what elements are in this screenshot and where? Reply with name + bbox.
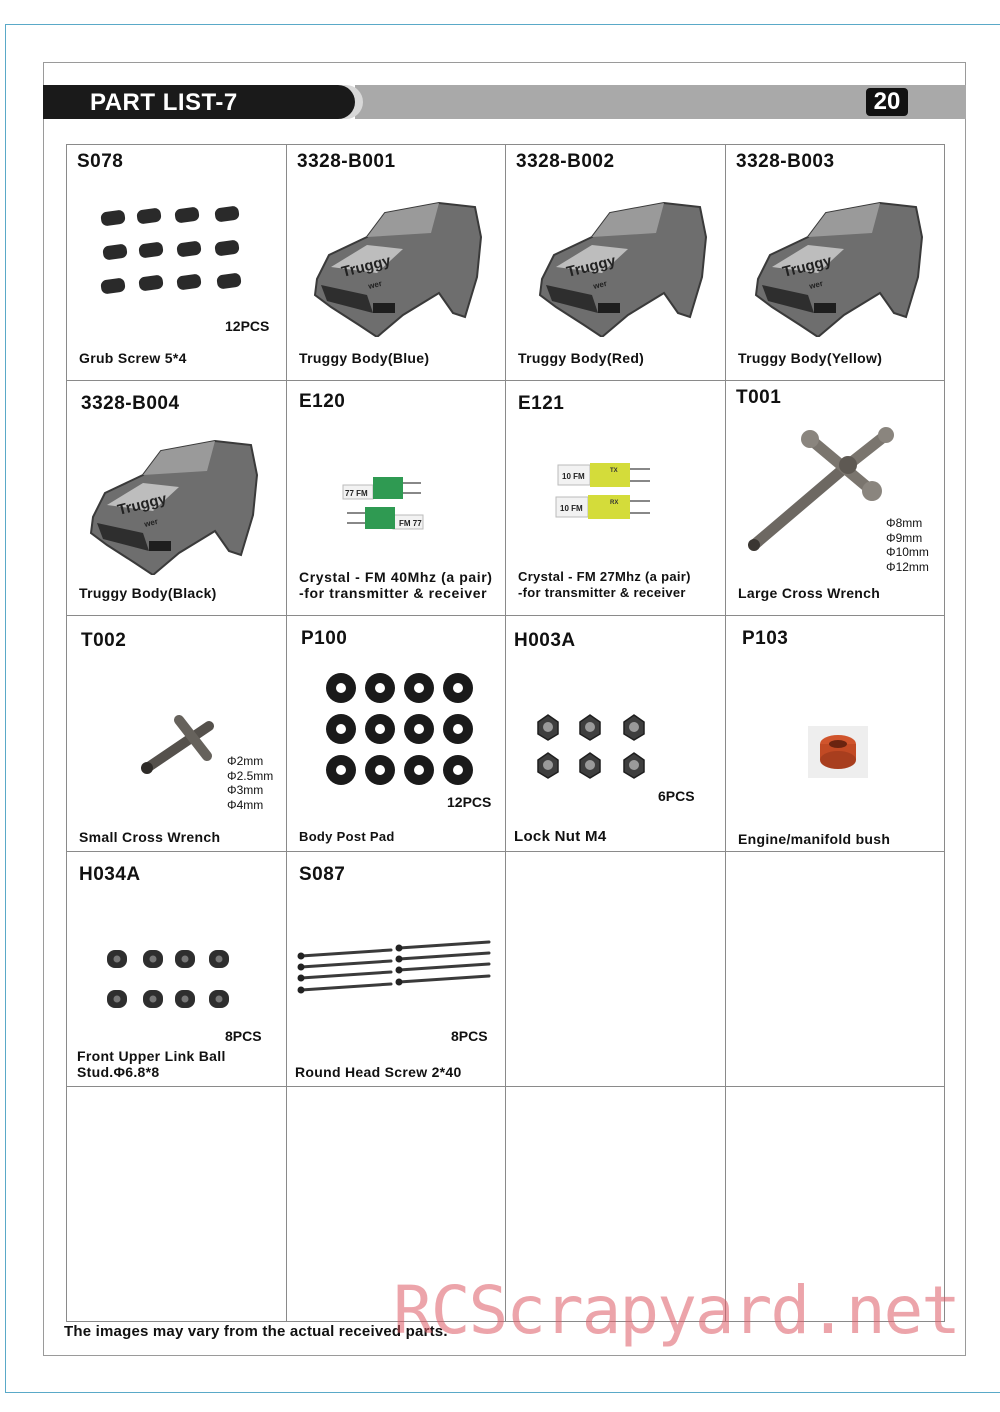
part-code: 3328-B004 bbox=[81, 393, 180, 414]
footer-note: The images may vary from the actual received parts. bbox=[64, 1323, 448, 1340]
part-cell-e121 bbox=[506, 381, 726, 616]
part-code: T001 bbox=[736, 387, 782, 408]
grub-screws-icon bbox=[95, 203, 245, 299]
bottom-rule bbox=[5, 1392, 1000, 1393]
lock-nuts-icon bbox=[534, 712, 654, 784]
watermark: RCScrapyard.net bbox=[393, 1272, 960, 1349]
part-code: H034A bbox=[79, 864, 141, 885]
wrench-sizes: Φ2mm Φ2.5mm Φ3mm Φ4mm bbox=[227, 754, 274, 812]
part-name: Crystal - FM 40Mhz (a pair) -for transmitter & receiver bbox=[299, 569, 493, 601]
part-cell-t001 bbox=[726, 381, 945, 616]
part-code: 3328-B002 bbox=[516, 151, 615, 172]
part-cell-p103 bbox=[726, 616, 945, 852]
part-quantity: 8PCS bbox=[225, 1028, 262, 1044]
part-name: Crystal - FM 27Mhz (a pair) -for transmitter & receiver bbox=[518, 569, 691, 600]
decal-subtext: wer bbox=[592, 278, 608, 291]
part-name: Round Head Screw 2*40 bbox=[295, 1064, 462, 1080]
left-rule bbox=[5, 24, 6, 1392]
part-name: Front Upper Link Ball Stud.Φ6.8*8 bbox=[77, 1048, 226, 1080]
part-name: Truggy Body(Yellow) bbox=[738, 350, 883, 366]
small-cross-wrench-icon bbox=[139, 712, 229, 782]
truggy-body-icon bbox=[748, 197, 928, 337]
part-quantity: 12PCS bbox=[225, 318, 270, 334]
truggy-body-icon bbox=[307, 197, 487, 337]
decal-text: Truggy bbox=[564, 252, 618, 281]
part-code: P103 bbox=[742, 628, 789, 649]
decal-text: Truggy bbox=[115, 490, 169, 519]
truggy-body-icon bbox=[83, 435, 263, 575]
cross-wrench-icon bbox=[744, 427, 904, 557]
empty-cell bbox=[67, 1087, 287, 1322]
part-name: Body Post Pad bbox=[299, 829, 395, 844]
part-cell-h003a bbox=[506, 616, 726, 852]
crystal-tx-label: TX bbox=[610, 468, 618, 474]
empty-cell bbox=[506, 852, 726, 1087]
part-cell-s078 bbox=[67, 145, 287, 381]
truggy-body-icon bbox=[532, 197, 712, 337]
part-name: Grub Screw 5*4 bbox=[79, 350, 187, 366]
part-code: 3328-B003 bbox=[736, 151, 835, 172]
part-name: Large Cross Wrench bbox=[738, 585, 881, 601]
part-cell-3328-b002 bbox=[506, 145, 726, 381]
page-title: PART LIST-7 bbox=[90, 89, 238, 116]
part-cell-t002 bbox=[67, 616, 287, 852]
part-cell-h034a bbox=[67, 852, 287, 1087]
crystal-pair-icon bbox=[339, 471, 459, 537]
part-cell-p100 bbox=[287, 616, 506, 852]
manifold-bush-icon bbox=[808, 726, 868, 778]
top-rule bbox=[5, 24, 1000, 25]
part-code: S078 bbox=[77, 151, 124, 172]
decal-subtext: wer bbox=[143, 516, 159, 529]
part-cell-3328-b003 bbox=[726, 145, 945, 381]
crystal-label: 77 FM bbox=[345, 489, 368, 498]
ball-studs-icon bbox=[105, 948, 235, 1014]
part-code: T002 bbox=[81, 630, 127, 651]
part-cell-3328-b004 bbox=[67, 381, 287, 616]
crystal-rx-label: RX bbox=[610, 500, 619, 506]
part-quantity: 12PCS bbox=[447, 794, 492, 810]
part-code: S087 bbox=[299, 864, 346, 885]
decal-text: Truggy bbox=[780, 252, 834, 281]
part-name: Truggy Body(Red) bbox=[518, 350, 645, 366]
crystal-pair-icon bbox=[554, 461, 664, 525]
decal-subtext: wer bbox=[808, 278, 824, 291]
page-number: 20 bbox=[866, 88, 908, 116]
part-cell-3328-b001 bbox=[287, 145, 506, 381]
body-post-pads-icon bbox=[323, 672, 483, 788]
part-cell-s087 bbox=[287, 852, 506, 1087]
part-code: E121 bbox=[518, 393, 565, 414]
part-cell-e120 bbox=[287, 381, 506, 616]
round-head-screws-icon bbox=[295, 936, 501, 1000]
part-code: 3328-B001 bbox=[297, 151, 396, 172]
part-code: P100 bbox=[301, 628, 348, 649]
crystal-label: 10 FM bbox=[560, 504, 583, 513]
decal-subtext: wer bbox=[367, 278, 383, 291]
decal-text: Truggy bbox=[339, 252, 393, 281]
crystal-label: 10 FM bbox=[562, 472, 585, 481]
part-code: E120 bbox=[299, 391, 346, 412]
wrench-sizes: Φ8mm Φ9mm Φ10mm Φ12mm bbox=[886, 516, 929, 574]
part-name: Truggy Body(Blue) bbox=[299, 350, 430, 366]
part-name: Engine/manifold bush bbox=[738, 831, 891, 847]
empty-cell bbox=[726, 852, 945, 1087]
parts-grid bbox=[66, 144, 945, 1322]
part-code: H003A bbox=[514, 630, 576, 651]
part-quantity: 8PCS bbox=[451, 1028, 488, 1044]
crystal-label: FM 77 bbox=[399, 519, 422, 528]
part-name: Truggy Body(Black) bbox=[79, 585, 217, 601]
part-quantity: 6PCS bbox=[658, 788, 695, 804]
part-name: Lock Nut M4 bbox=[514, 828, 607, 845]
part-name: Small Cross Wrench bbox=[79, 829, 221, 845]
